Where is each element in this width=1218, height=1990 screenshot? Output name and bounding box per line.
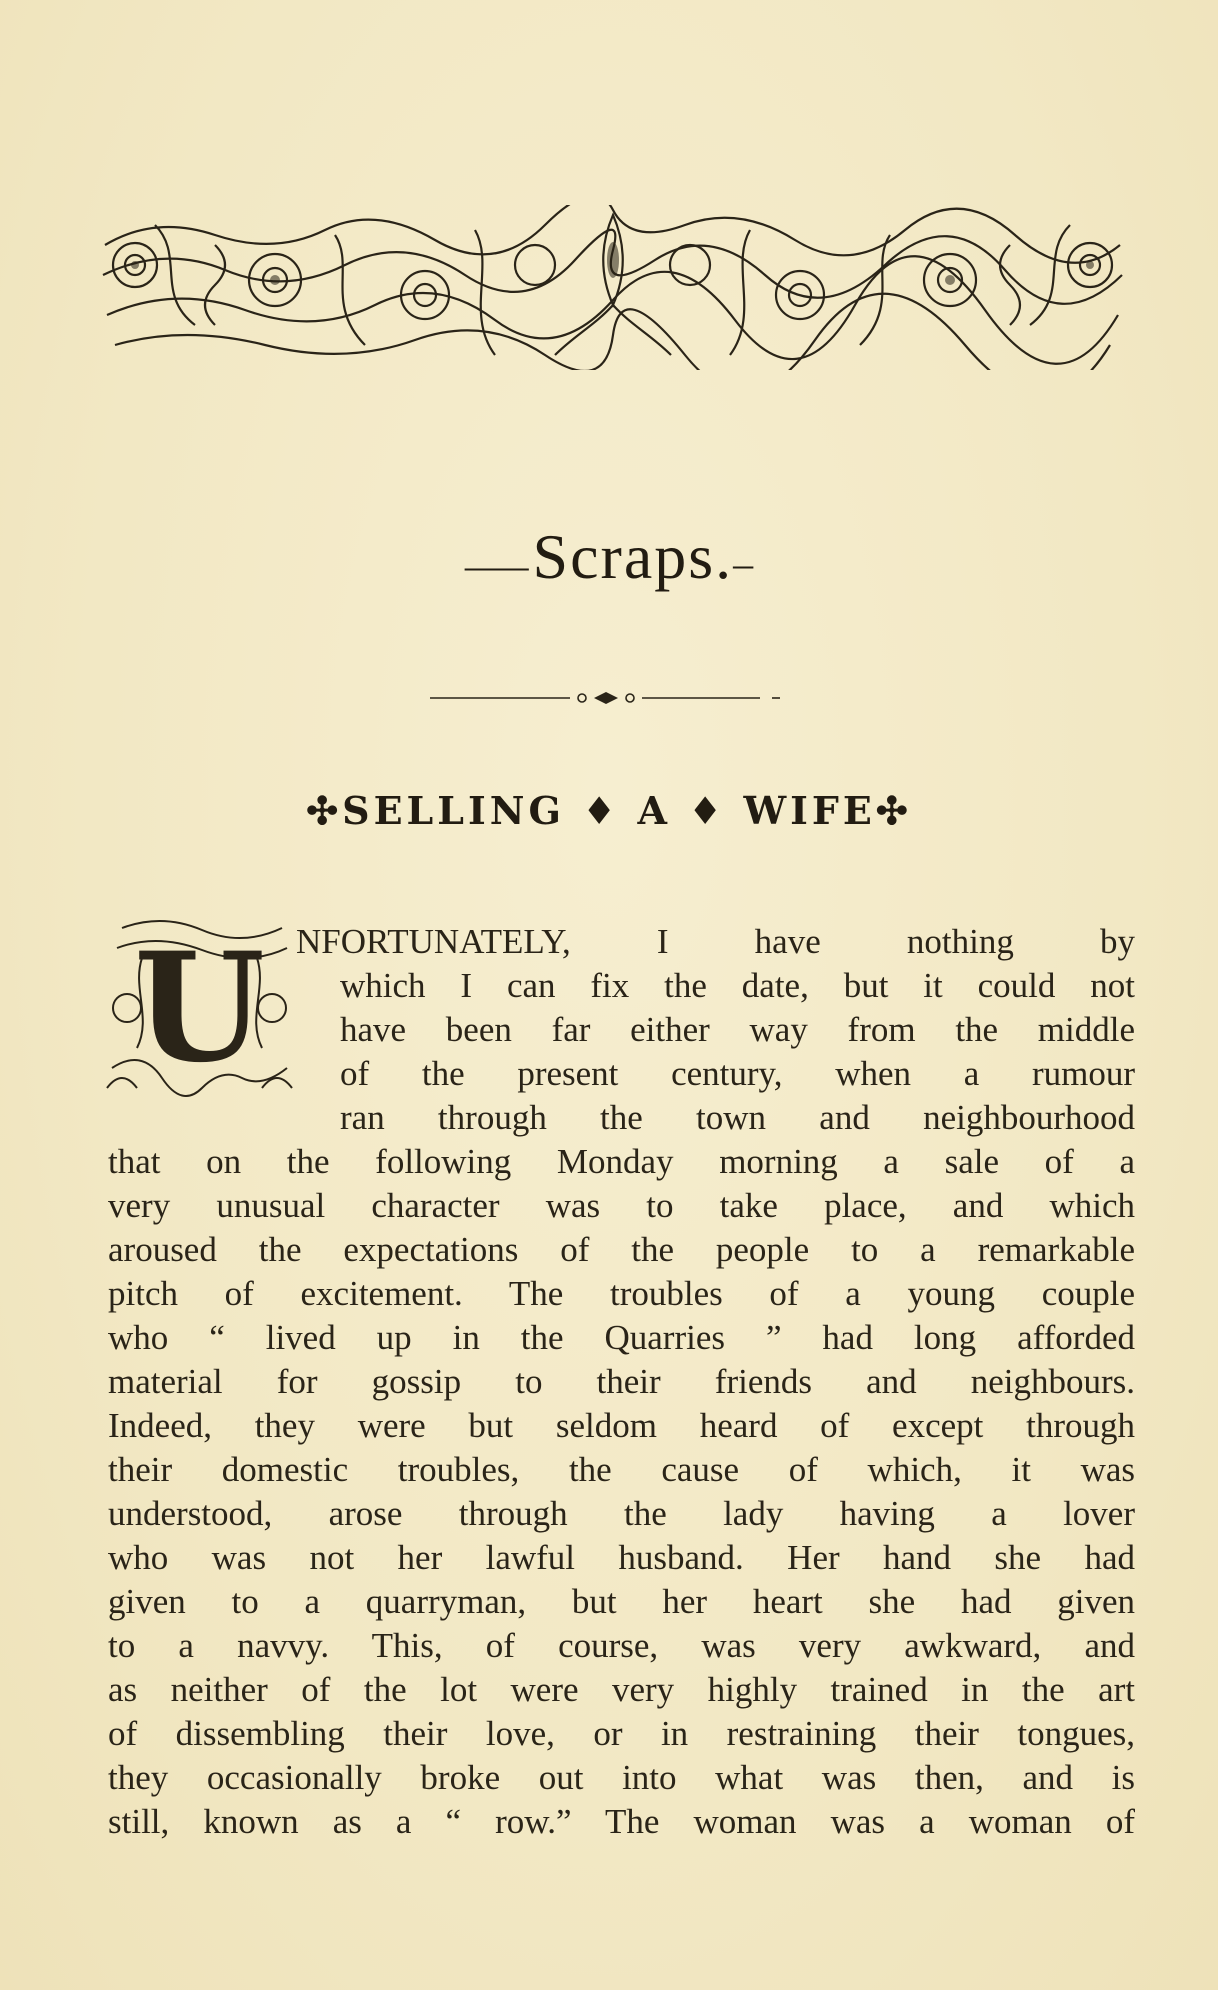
article-line: who “ lived up in the Quarries ” had long afforded <box>108 1318 1135 1357</box>
article-line: understood, arose through the lady having a lover <box>108 1494 1135 1533</box>
article-line: still, known as a “ row.” The woman was a woman of <box>108 1802 1135 1841</box>
title-dash-right: – <box>733 540 756 586</box>
article-line: pitch of excitement. The troubles of a young couple <box>108 1274 1135 1313</box>
article-line: that on the following Monday morning a sale of a <box>108 1142 1135 1181</box>
article-line: of the present century, when a rumour <box>340 1054 1135 1093</box>
article-line: as neither of the lot were very highly trained in the art <box>108 1670 1135 1709</box>
article-line: material for gossip to their friends and neighbours. <box>108 1362 1135 1401</box>
article-line: who was not her lawful husband. Her hand she had <box>108 1538 1135 1577</box>
article-line: aroused the expectations of the people to a remarkable <box>108 1230 1135 1269</box>
chapter-title-text: Scraps. <box>532 521 734 592</box>
section-heading: ✣SELLING ♦ A ♦ WIFE✣ <box>306 788 912 833</box>
dropcap-letter: U <box>134 920 265 1096</box>
divider-rule <box>430 690 800 706</box>
article-line: very unusual character was to take place, and which <box>108 1186 1135 1225</box>
article-line: NFORTUNATELY, I have nothing by <box>296 922 1135 961</box>
article-line: their domestic troubles, the cause of which, it was <box>108 1450 1135 1489</box>
article-line: which I can fix the date, but it could not <box>340 966 1135 1005</box>
decorative-dropcap <box>102 918 297 1098</box>
article-line: of dissembling their love, or in restraining their tongues, <box>108 1714 1135 1753</box>
article-line: have been far either way from the middle <box>340 1010 1135 1049</box>
ornamental-headpiece <box>95 205 1130 370</box>
title-dash-left: ⸺ <box>462 543 533 589</box>
article-line: ran through the town and neighbourhood <box>340 1098 1135 1137</box>
chapter-title <box>0 520 1218 594</box>
article-line: to a navvy. This, of course, was very awkward, and <box>108 1626 1135 1665</box>
article-line: Indeed, they were but seldom heard of except through <box>108 1406 1135 1445</box>
article-line: they occasionally broke out into what was then, and is <box>108 1758 1135 1797</box>
article-line: given to a quarryman, but her heart she had given <box>108 1582 1135 1621</box>
